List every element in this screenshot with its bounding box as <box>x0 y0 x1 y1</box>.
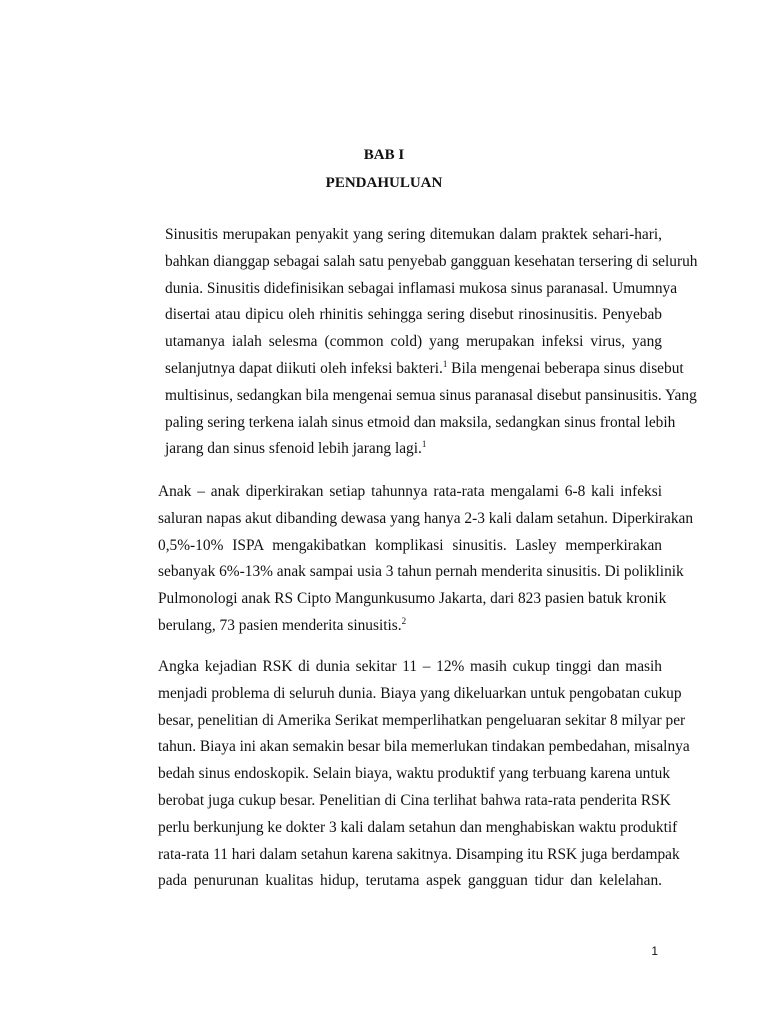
citation-superscript: 2 <box>401 615 407 626</box>
citation-superscript: 1 <box>442 358 448 369</box>
paragraph-line: berobat juga cukup besar. Penelitian di Cina terlihat bahwa rata-rata penderita RSK <box>158 791 671 809</box>
paragraph-line: utamanya ialah selesma (common cold) yang merupakan infeksi virus, yang <box>165 333 662 351</box>
paragraph-line-with-citation <box>144 436 662 463</box>
paragraph-line: besar, penelitian di Amerika Serikat memperlihatkan pengeluaran sekitar 8 milyar per <box>158 711 686 729</box>
paragraph-line: rata-rata 11 hari dalam setahun karena sakitnya. Disamping itu RSK juga berdampak <box>158 845 680 863</box>
paragraph-line: menjadi problema di seluruh dunia. Biaya yang dikeluarkan untuk pengobatan cukup <box>158 684 682 702</box>
paragraph-line: bahkan dianggap sebagai salah satu penyebab gangguan kesehatan tersering di seluruh <box>165 252 698 270</box>
citation-superscript: 1 <box>421 439 427 450</box>
chapter-label: BAB I <box>363 147 405 163</box>
paragraph-3 <box>144 654 690 895</box>
paragraph-line: Pulmonologi anak RS Cipto Mangunkusumo Jakarta, dari 823 pasien batuk kronik <box>158 590 667 608</box>
line-text: jarang dan sinus sfenoid lebih jarang lagi. <box>165 440 422 458</box>
paragraph-line: saluran napas akut dibanding dewasa yang hanya 2-3 kali dalam setahun. Diperkirakan <box>158 509 694 527</box>
paragraph-2 <box>144 479 694 640</box>
page-number: 1 <box>651 944 658 958</box>
paragraph-line: Angka kejadian RSK di dunia sekitar 11 – 12% masih cukup tinggi dan masih <box>158 658 662 675</box>
paragraph-line: bedah sinus endoskopik. Selain biaya, waktu produktif yang terbuang karena untuk <box>158 765 671 783</box>
paragraph-line-with-citation <box>144 356 684 383</box>
paragraph-line: pada penurunan kualitas hidup, terutama aspek gangguan tidur dan kelelahan. <box>158 872 662 890</box>
paragraph-line: disertai atau dipicu oleh rhinitis sehingga sering disebut rinosinusitis. Penyebab <box>165 306 662 324</box>
paragraph-line-with-citation <box>144 613 662 640</box>
line-text: berulang, 73 pasien menderita sinusitis. <box>158 616 402 634</box>
line-text: selanjutnya dapat diikuti oleh infeksi bakteri. <box>165 359 443 377</box>
paragraph-line: Sinusitis merupakan penyakit yang sering ditemukan dalam praktek sehari-hari, <box>165 226 662 243</box>
paragraph-line: dunia. Sinusitis didefinisikan sebagai inflamasi mukosa sinus paranasal. Umumnya <box>165 279 678 297</box>
paragraph-line: perlu berkunjung ke dokter 3 kali dalam setahun dan menghabiskan waktu produktif <box>158 818 678 836</box>
paragraph-line: sebanyak 6%-13% anak sampai usia 3 tahun pernah menderita sinusitis. Di poliklinik <box>158 563 684 581</box>
chapter-title: PENDAHULUAN <box>325 175 443 191</box>
line-text: Bila mengenai beberapa sinus disebut <box>447 359 684 377</box>
paragraph-line: tahun. Biaya ini akan semakin besar bila memerlukan tindakan pembedahan, misalnya <box>158 738 690 756</box>
paragraph-1 <box>144 222 698 463</box>
paragraph-line: paling sering terkena ialah sinus etmoid dan maksila, sedangkan sinus frontal lebih <box>165 413 676 431</box>
paragraph-line: multisinus, sedangkan bila mengenai semua sinus paranasal disebut pansinusitis. Yang <box>165 386 697 404</box>
paragraph-line: Anak – anak diperkirakan setiap tahunnya rata-rata mengalami 6-8 kali infeksi <box>158 483 662 500</box>
paragraph-line: 0,5%-10% ISPA mengakibatkan komplikasi sinusitis. Lasley memperkirakan <box>158 536 662 554</box>
